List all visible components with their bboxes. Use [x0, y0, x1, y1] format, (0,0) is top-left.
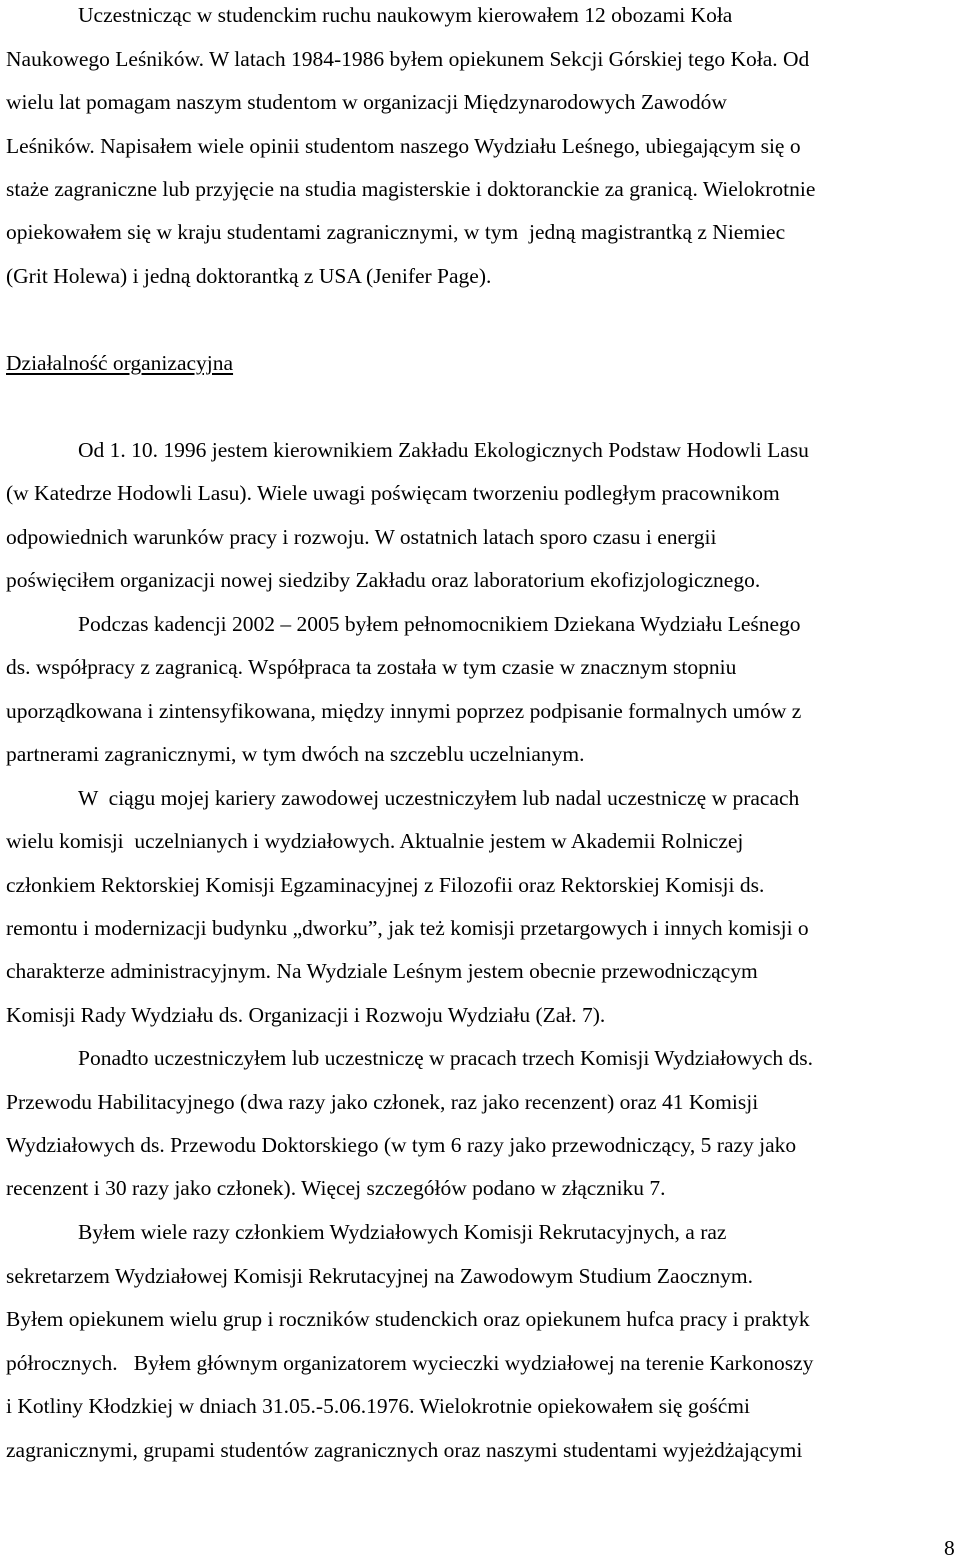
text-line: sekretarzem Wydziałowej Komisji Rekrutacyjnej na Zawodowym Studium Zaocznym. — [6, 1264, 754, 1288]
text-line: Uczestnicząc w studenckim ruchu naukowym kierowałem 12 obozami Koła — [78, 3, 733, 27]
text-line: charakterze administracyjnym. Na Wydziale Leśnym jestem obecnie przewodniczącym — [6, 959, 758, 983]
text-line: Ponadto uczestniczyłem lub uczestniczę w pracach trzech Komisji Wydziałowych ds. — [78, 1046, 814, 1070]
text-line: partnerami zagranicznymi, w tym dwóch na szczeblu uczelnianym. — [6, 742, 585, 766]
text-line: wielu lat pomagam naszym studentom w organizacji Międzynarodowych Zawodów — [6, 90, 727, 114]
text-line: Komisji Rady Wydziału ds. Organizacji i Rozwoju Wydziału (Zał. 7). — [6, 1003, 606, 1027]
text-line: ds. współpracy z zagranicą. Współpraca ta została w tym czasie w znacznym stopniu — [6, 655, 737, 679]
text-line: Leśników. Napisałem wiele opinii studentom naszego Wydziału Leśnego, ubiegającym się o — [6, 134, 801, 158]
text-line: i Kotliny Kłodzkiej w dniach 31.05.-5.06.1976. Wielokrotnie opiekowałem się gośćmi — [6, 1394, 750, 1418]
text-line: opiekowałem się w kraju studentami zagranicznymi, w tym jedną magistrantką z Niemiec — [6, 220, 786, 244]
text-line: (Grit Holewa) i jedną doktorantką z USA (Jenifer Page). — [6, 264, 492, 288]
text-line: Byłem wiele razy członkiem Wydziałowych Komisji Rekrutacyjnych, a raz — [78, 1220, 727, 1244]
text-line: półrocznych. Byłem głównym organizatorem wycieczki wydziałowej na terenie Karkonoszy — [6, 1351, 814, 1375]
text-line: członkiem Rektorskiej Komisji Egzaminacyjnej z Filozofii oraz Rektorskiej Komisji ds. — [6, 873, 765, 897]
text-line: Naukowego Leśników. W latach 1984-1986 byłem opiekunem Sekcji Górskiej tego Koła. Od — [6, 47, 810, 71]
text-line: wielu komisji uczelnianych i wydziałowych. Aktualnie jestem w Akademii Rolniczej — [6, 829, 744, 853]
text-line: staże zagraniczne lub przyjęcie na studia magisterskie i doktoranckie za granicą. Wielokrotnie — [6, 177, 816, 201]
text-line: Przewodu Habilitacyjnego (dwa razy jako członek, raz jako recenzent) oraz 41 Komisji — [6, 1090, 759, 1114]
text-line: zagranicznymi, grupami studentów zagranicznych oraz naszymi studentami wyjeżdżającymi — [6, 1438, 803, 1462]
text-line: (w Katedrze Hodowli Lasu). Wiele uwagi poświęcam tworzeniu podległym pracownikom — [6, 481, 780, 505]
text-line: uporządkowana i zintensyfikowana, między innymi poprzez podpisanie formalnych umów z — [6, 699, 802, 723]
text-line: odpowiednich warunków pracy i rozwoju. W ostatnich latach sporo czasu i energii — [6, 525, 717, 549]
page-number: 8 — [944, 1536, 955, 1560]
text-line: Wydziałowych ds. Przewodu Doktorskiego (w tym 6 razy jako przewodniczący, 5 razy jako — [6, 1133, 797, 1157]
text-line: poświęciłem organizacji nowej siedziby Zakładu oraz laboratorium ekofizjologicznego. — [6, 568, 761, 592]
text-line: Od 1. 10. 1996 jestem kierownikiem Zakładu Ekologicznych Podstaw Hodowli Lasu — [78, 438, 809, 462]
text-line: Byłem opiekunem wielu grup i roczników studenckich oraz opiekunem hufca pracy i praktyk — [6, 1307, 810, 1331]
text-line: W ciągu mojej kariery zawodowej uczestniczyłem lub nadal uczestniczę w pracach — [78, 786, 800, 810]
text-line: remontu i modernizacji budynku „dworku”, jak też komisji przetargowych i innych komisji o — [6, 916, 809, 940]
text-line: recenzent i 30 razy jako członek). Więcej szczegółów podano w złączniku 7. — [6, 1176, 666, 1200]
section-heading: Działalność organizacyjna — [6, 351, 234, 375]
text-line: Podczas kadencji 2002 – 2005 byłem pełnomocnikiem Dziekana Wydziału Leśnego — [78, 612, 801, 636]
